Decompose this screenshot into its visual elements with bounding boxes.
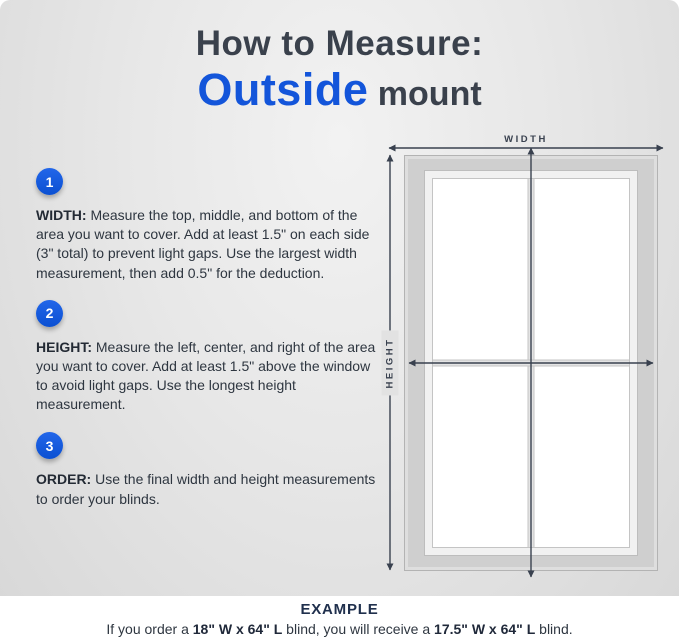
step-3 [36,432,382,508]
step-1 [36,168,382,283]
height-dimension-label: HEIGHT [382,331,399,396]
example-footer [0,596,679,644]
step-2-body: Measure the left, center, and right of the area you want to cover. Add at least 1.5" above the window to avoid light gaps. Use the longest height measurement. [36,338,376,413]
example-size-received: 17.5" W x 64" L [434,621,536,637]
example-middle: blind, you will receive a [282,621,435,637]
example-suffix: blind. [535,621,573,637]
title-line2 [0,64,679,116]
example-size-ordered: 18" W x 64" L [192,621,283,637]
step-3-number-badge: 3 [36,432,63,459]
step-2 [36,300,382,415]
title-suffix-mount: mount [368,75,482,113]
width-dimension-label: WIDTH [504,134,548,145]
title-line1: How to Measure: [195,24,484,63]
step-2-text [36,338,382,415]
step-1-body: Measure the top, middle, and bottom of the area you want to cover. Add at least 1.5" on each side (3" total) to prevent light gaps. Use the largest width measurement, then add 0.5" for the deduction. [36,207,370,281]
step-1-text [36,206,382,283]
measurement-arrows [380,134,672,586]
example-prefix: If you order a [106,621,193,637]
step-1-number-badge: 1 [36,168,63,195]
step-2-label: HEIGHT: [36,338,92,355]
page-title [0,24,679,116]
step-3-label: ORDER: [36,471,92,488]
step-1-label: WIDTH: [36,207,87,223]
steps-column [36,168,382,526]
example-sentence [0,621,679,637]
step-2-number-badge: 2 [36,300,63,327]
example-heading: EXAMPLE [300,601,379,618]
window-measure-diagram [380,134,672,586]
step-3-body: Use the final width and height measurements to order your blinds. [36,471,376,507]
title-accent-outside: Outside [197,64,369,115]
step-3-text [36,470,382,508]
